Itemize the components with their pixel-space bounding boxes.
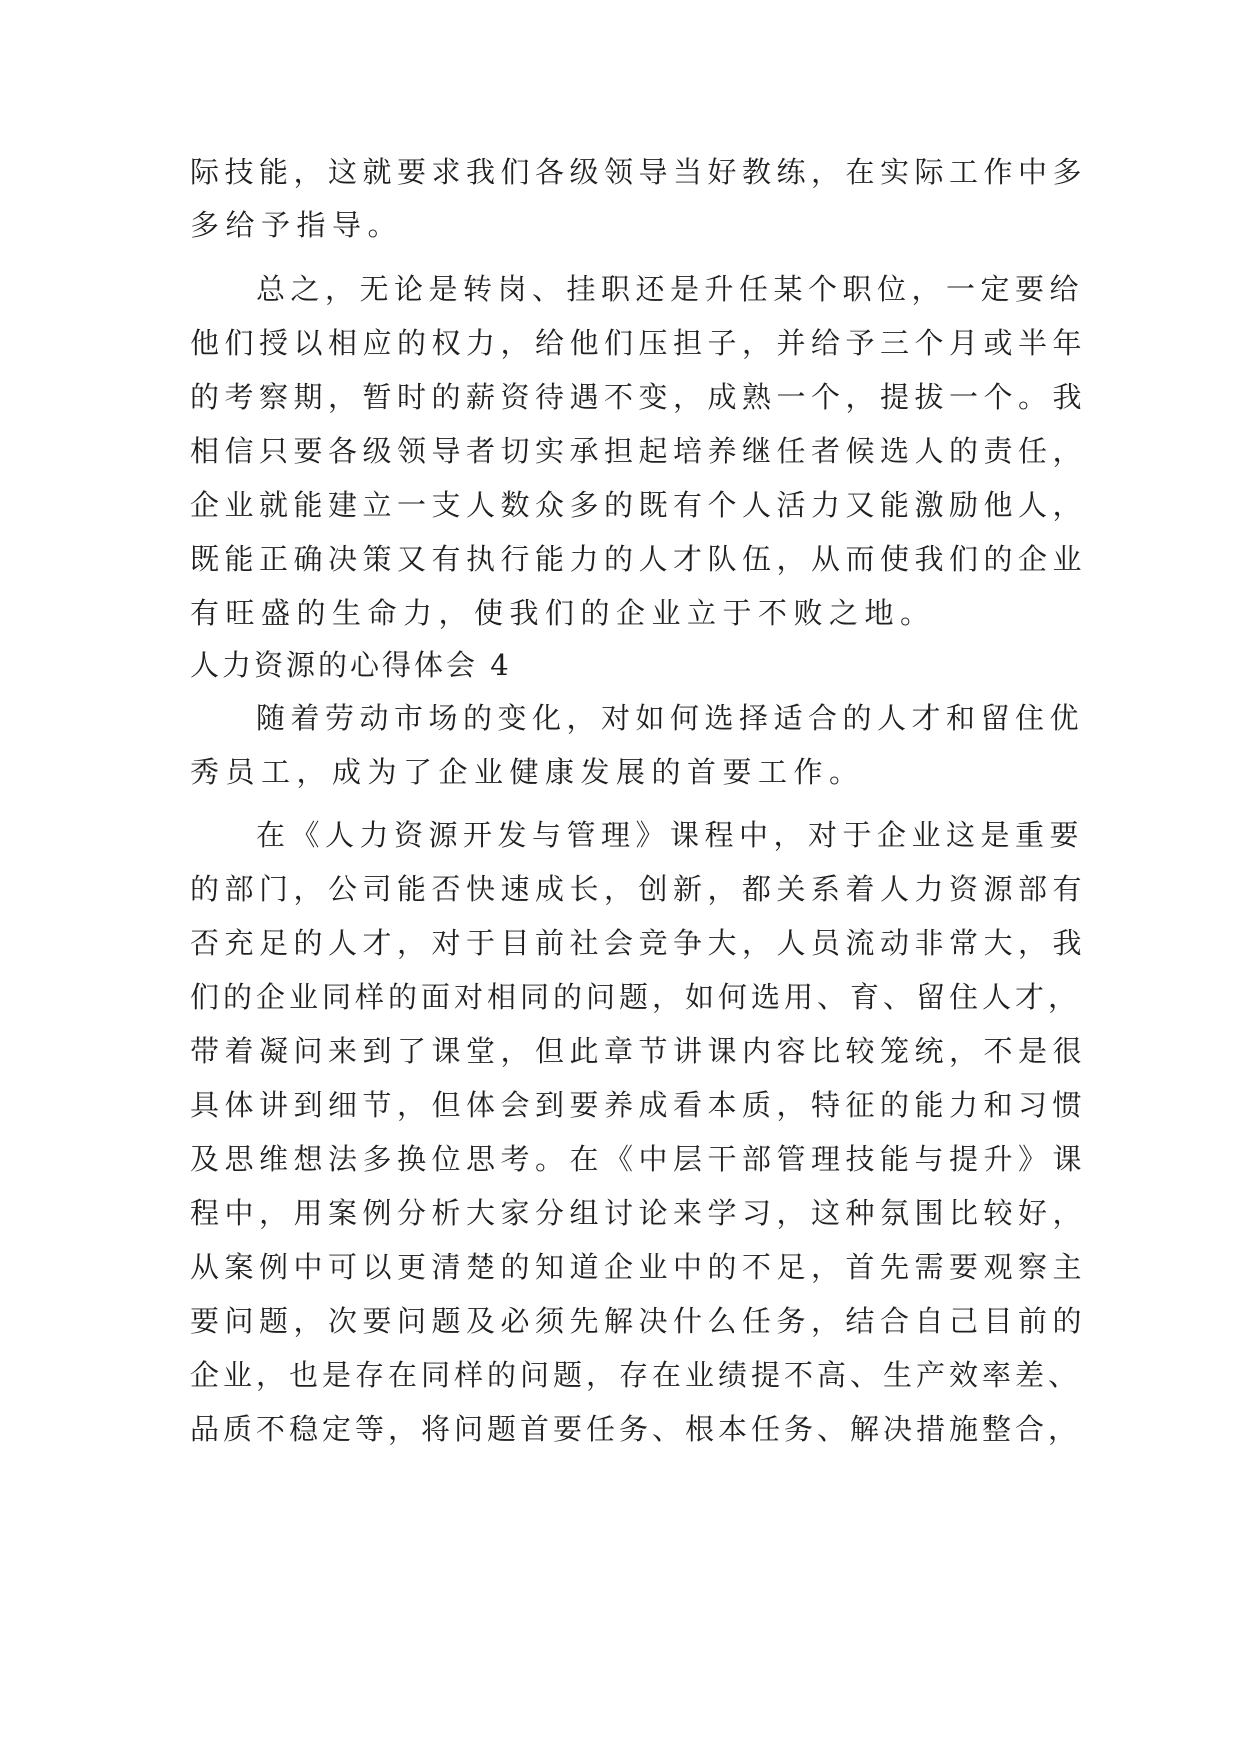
text-line: 他们授以相应的权力，给他们压担子，并给予三个月或半年 bbox=[190, 326, 1088, 360]
text-line: 多给予指导。 bbox=[190, 208, 404, 242]
text-line: 际技能，这就要求我们各级领导当好教练，在实际工作中多 bbox=[190, 155, 1088, 189]
text-line: 具体讲到细节，但体会到要养成看本质，特征的能力和习惯 bbox=[190, 1088, 1088, 1122]
text-line: 的考察期，暂时的薪资待遇不变，成熟一个，提拔一个。我 bbox=[190, 380, 1088, 414]
text-line: 相信只要各级领导者切实承担起培养继任者候选人的责任， bbox=[190, 434, 1088, 468]
text-line: 及思维想法多换位思考。在《中层干部管理技能与提升》课 bbox=[190, 1142, 1088, 1176]
text-line: 秀员工，成为了企业健康发展的首要工作。 bbox=[190, 755, 865, 789]
paragraph-first-line: 总之，无论是转岗、挂职还是升任某个职位，一定要给 bbox=[256, 272, 1085, 306]
text-line: 既能正确决策又有执行能力的人才队伍，从而使我们的企业 bbox=[190, 542, 1088, 576]
text-line: 的部门，公司能否快速成长，创新，都关系着人力资源部有 bbox=[190, 872, 1088, 906]
text-line: 有旺盛的生命力，使我们的企业立于不败之地。 bbox=[190, 596, 936, 630]
text-line: 从案例中可以更清楚的知道企业中的不足，首先需要观察主 bbox=[190, 1250, 1088, 1284]
text-line: 程中，用案例分析大家分组讨论来学习，这种氛围比较好， bbox=[190, 1196, 1088, 1230]
text-line: 企业，也是存在同样的问题，存在业绩提不高、生产效率差、 bbox=[190, 1358, 1082, 1392]
text-line: 们的企业同样的面对相同的问题，如何选用、育、留住人才， bbox=[190, 980, 1082, 1014]
text-line: 否充足的人才，对于目前社会竞争大，人员流动非常大，我 bbox=[190, 926, 1088, 960]
text-line: 企业就能建立一支人数众多的既有个人活力又能激励他人， bbox=[190, 488, 1088, 522]
text-line: 要问题，次要问题及必须先解决什么任务，结合自己目前的 bbox=[190, 1304, 1088, 1338]
section-heading: 人力资源的心得体会 4 bbox=[190, 648, 512, 682]
paragraph-first-line: 随着劳动市场的变化，对如何选择适合的人才和留住优 bbox=[256, 701, 1085, 735]
paragraph-first-line: 在《人力资源开发与管理》课程中，对于企业这是重要 bbox=[256, 818, 1085, 852]
text-line: 带着凝问来到了课堂，但此章节讲课内容比较笼统，不是很 bbox=[190, 1034, 1088, 1068]
text-line: 品质不稳定等，将问题首要任务、根本任务、解决措施整合， bbox=[190, 1412, 1082, 1446]
